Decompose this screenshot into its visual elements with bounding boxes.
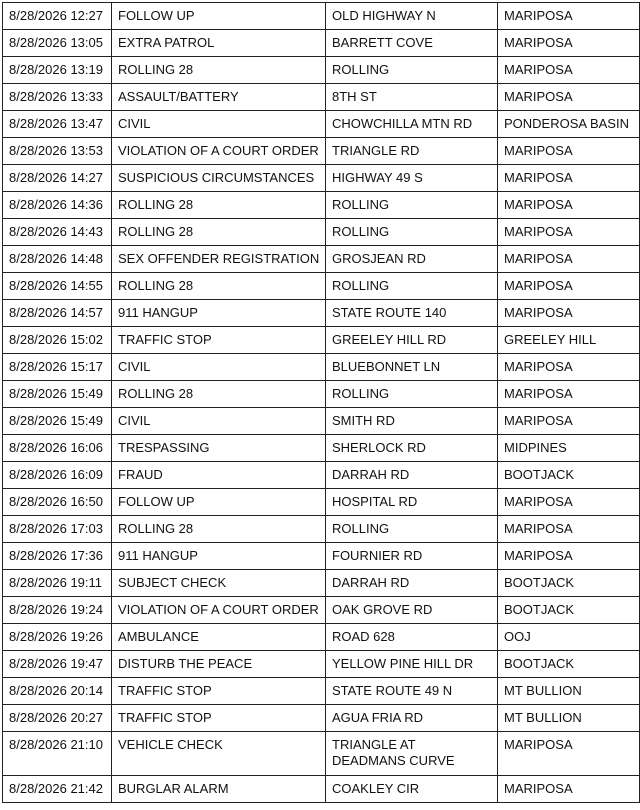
call-log-table	[2, 2, 640, 803]
area-cell: MARIPOSA	[498, 30, 640, 57]
area-cell: MT BULLION	[498, 705, 640, 732]
table-row	[3, 776, 640, 803]
datetime-cell: 8/28/2026 13:19	[3, 57, 112, 84]
call-type-cell: AMBULANCE	[112, 624, 326, 651]
datetime-cell: 8/28/2026 14:43	[3, 219, 112, 246]
area-cell: MARIPOSA	[498, 408, 640, 435]
datetime-cell: 8/28/2026 13:33	[3, 84, 112, 111]
table-row	[3, 246, 640, 273]
call-type-cell: TRAFFIC STOP	[112, 327, 326, 354]
datetime-cell: 8/28/2026 13:47	[3, 111, 112, 138]
location-cell: FOURNIER RD	[326, 543, 498, 570]
datetime-cell: 8/28/2026 19:24	[3, 597, 112, 624]
location-cell: STATE ROUTE 140	[326, 300, 498, 327]
datetime-cell: 8/28/2026 20:27	[3, 705, 112, 732]
area-cell: MARIPOSA	[498, 3, 640, 30]
area-cell: BOOTJACK	[498, 570, 640, 597]
call-type-cell: VEHICLE CHECK	[112, 732, 326, 776]
area-cell: MARIPOSA	[498, 732, 640, 776]
call-type-cell: 911 HANGUP	[112, 300, 326, 327]
call-type-cell: SUBJECT CHECK	[112, 570, 326, 597]
table-row	[3, 3, 640, 30]
datetime-cell: 8/28/2026 14:36	[3, 192, 112, 219]
table-row	[3, 516, 640, 543]
datetime-cell: 8/28/2026 14:48	[3, 246, 112, 273]
table-row	[3, 597, 640, 624]
call-type-cell: CIVIL	[112, 111, 326, 138]
table-row	[3, 570, 640, 597]
location-cell: ROAD 628	[326, 624, 498, 651]
location-cell: OAK GROVE RD	[326, 597, 498, 624]
location-cell: HOSPITAL RD	[326, 489, 498, 516]
location-cell: DARRAH RD	[326, 462, 498, 489]
datetime-cell: 8/28/2026 14:55	[3, 273, 112, 300]
table-row	[3, 327, 640, 354]
table-row	[3, 543, 640, 570]
area-cell: PONDEROSA BASIN	[498, 111, 640, 138]
datetime-cell: 8/28/2026 17:36	[3, 543, 112, 570]
location-cell: ROLLING	[326, 192, 498, 219]
table-row	[3, 138, 640, 165]
table-row	[3, 57, 640, 84]
call-type-cell: BURGLAR ALARM	[112, 776, 326, 803]
area-cell: MARIPOSA	[498, 57, 640, 84]
area-cell: MARIPOSA	[498, 273, 640, 300]
area-cell: BOOTJACK	[498, 597, 640, 624]
table-row	[3, 219, 640, 246]
datetime-cell: 8/28/2026 12:27	[3, 3, 112, 30]
call-type-cell: TRESPASSING	[112, 435, 326, 462]
area-cell: MARIPOSA	[498, 776, 640, 803]
datetime-cell: 8/28/2026 21:10	[3, 732, 112, 776]
call-type-cell: 911 HANGUP	[112, 543, 326, 570]
area-cell: MARIPOSA	[498, 192, 640, 219]
datetime-cell: 8/28/2026 16:06	[3, 435, 112, 462]
table-row	[3, 624, 640, 651]
table-row	[3, 381, 640, 408]
table-row	[3, 678, 640, 705]
location-cell: BLUEBONNET LN	[326, 354, 498, 381]
table-row	[3, 165, 640, 192]
location-cell: ROLLING	[326, 273, 498, 300]
location-cell: TRIANGLE AT DEADMANS CURVE	[326, 732, 498, 776]
datetime-cell: 8/28/2026 15:02	[3, 327, 112, 354]
call-type-cell: TRAFFIC STOP	[112, 705, 326, 732]
table-row	[3, 354, 640, 381]
call-type-cell: EXTRA PATROL	[112, 30, 326, 57]
datetime-cell: 8/28/2026 16:50	[3, 489, 112, 516]
area-cell: MARIPOSA	[498, 543, 640, 570]
area-cell: MARIPOSA	[498, 165, 640, 192]
call-type-cell: ROLLING 28	[112, 273, 326, 300]
area-cell: MARIPOSA	[498, 354, 640, 381]
location-cell: HIGHWAY 49 S	[326, 165, 498, 192]
location-cell: ROLLING	[326, 57, 498, 84]
area-cell: MT BULLION	[498, 678, 640, 705]
datetime-cell: 8/28/2026 19:47	[3, 651, 112, 678]
datetime-cell: 8/28/2026 15:49	[3, 381, 112, 408]
location-cell: ROLLING	[326, 516, 498, 543]
table-row	[3, 462, 640, 489]
call-type-cell: CIVIL	[112, 354, 326, 381]
location-cell: GREELEY HILL RD	[326, 327, 498, 354]
area-cell: MARIPOSA	[498, 381, 640, 408]
call-type-cell: FOLLOW UP	[112, 489, 326, 516]
table-row	[3, 435, 640, 462]
call-type-cell: FOLLOW UP	[112, 3, 326, 30]
table-row	[3, 408, 640, 435]
area-cell: OOJ	[498, 624, 640, 651]
location-cell: ROLLING	[326, 219, 498, 246]
call-type-cell: ROLLING 28	[112, 57, 326, 84]
location-cell: COAKLEY CIR	[326, 776, 498, 803]
datetime-cell: 8/28/2026 13:53	[3, 138, 112, 165]
area-cell: MARIPOSA	[498, 516, 640, 543]
location-cell: STATE ROUTE 49 N	[326, 678, 498, 705]
area-cell: MARIPOSA	[498, 300, 640, 327]
datetime-cell: 8/28/2026 21:42	[3, 776, 112, 803]
area-cell: MARIPOSA	[498, 84, 640, 111]
area-cell: BOOTJACK	[498, 462, 640, 489]
call-type-cell: DISTURB THE PEACE	[112, 651, 326, 678]
location-cell: 8TH ST	[326, 84, 498, 111]
table-row	[3, 192, 640, 219]
datetime-cell: 8/28/2026 20:14	[3, 678, 112, 705]
area-cell: MARIPOSA	[498, 219, 640, 246]
call-type-cell: SEX OFFENDER REGISTRATION	[112, 246, 326, 273]
location-cell: TRIANGLE RD	[326, 138, 498, 165]
datetime-cell: 8/28/2026 13:05	[3, 30, 112, 57]
location-cell: CHOWCHILLA MTN RD	[326, 111, 498, 138]
area-cell: GREELEY HILL	[498, 327, 640, 354]
location-cell: OLD HIGHWAY N	[326, 3, 498, 30]
datetime-cell: 8/28/2026 17:03	[3, 516, 112, 543]
datetime-cell: 8/28/2026 16:09	[3, 462, 112, 489]
table-row	[3, 273, 640, 300]
call-type-cell: FRAUD	[112, 462, 326, 489]
datetime-cell: 8/28/2026 19:11	[3, 570, 112, 597]
area-cell: MIDPINES	[498, 435, 640, 462]
call-type-cell: ASSAULT/BATTERY	[112, 84, 326, 111]
location-cell: SMITH RD	[326, 408, 498, 435]
table-row	[3, 84, 640, 111]
location-cell: AGUA FRIA RD	[326, 705, 498, 732]
call-type-cell: CIVIL	[112, 408, 326, 435]
table-row	[3, 732, 640, 776]
datetime-cell: 8/28/2026 15:17	[3, 354, 112, 381]
location-cell: ROLLING	[326, 381, 498, 408]
call-type-cell: ROLLING 28	[112, 381, 326, 408]
area-cell: MARIPOSA	[498, 489, 640, 516]
location-cell: DARRAH RD	[326, 570, 498, 597]
table-row	[3, 705, 640, 732]
table-row	[3, 111, 640, 138]
table-row	[3, 651, 640, 678]
call-type-cell: TRAFFIC STOP	[112, 678, 326, 705]
call-type-cell: ROLLING 28	[112, 192, 326, 219]
call-type-cell: ROLLING 28	[112, 219, 326, 246]
area-cell: BOOTJACK	[498, 651, 640, 678]
call-type-cell: ROLLING 28	[112, 516, 326, 543]
datetime-cell: 8/28/2026 14:57	[3, 300, 112, 327]
area-cell: MARIPOSA	[498, 138, 640, 165]
table-row	[3, 30, 640, 57]
call-log-body	[3, 3, 640, 803]
area-cell: MARIPOSA	[498, 246, 640, 273]
call-type-cell: SUSPICIOUS CIRCUMSTANCES	[112, 165, 326, 192]
location-cell: SHERLOCK RD	[326, 435, 498, 462]
call-type-cell: VIOLATION OF A COURT ORDER	[112, 597, 326, 624]
call-type-cell: VIOLATION OF A COURT ORDER	[112, 138, 326, 165]
datetime-cell: 8/28/2026 19:26	[3, 624, 112, 651]
table-row	[3, 489, 640, 516]
location-cell: BARRETT COVE	[326, 30, 498, 57]
datetime-cell: 8/28/2026 15:49	[3, 408, 112, 435]
table-row	[3, 300, 640, 327]
datetime-cell: 8/28/2026 14:27	[3, 165, 112, 192]
location-cell: GROSJEAN RD	[326, 246, 498, 273]
location-cell: YELLOW PINE HILL DR	[326, 651, 498, 678]
